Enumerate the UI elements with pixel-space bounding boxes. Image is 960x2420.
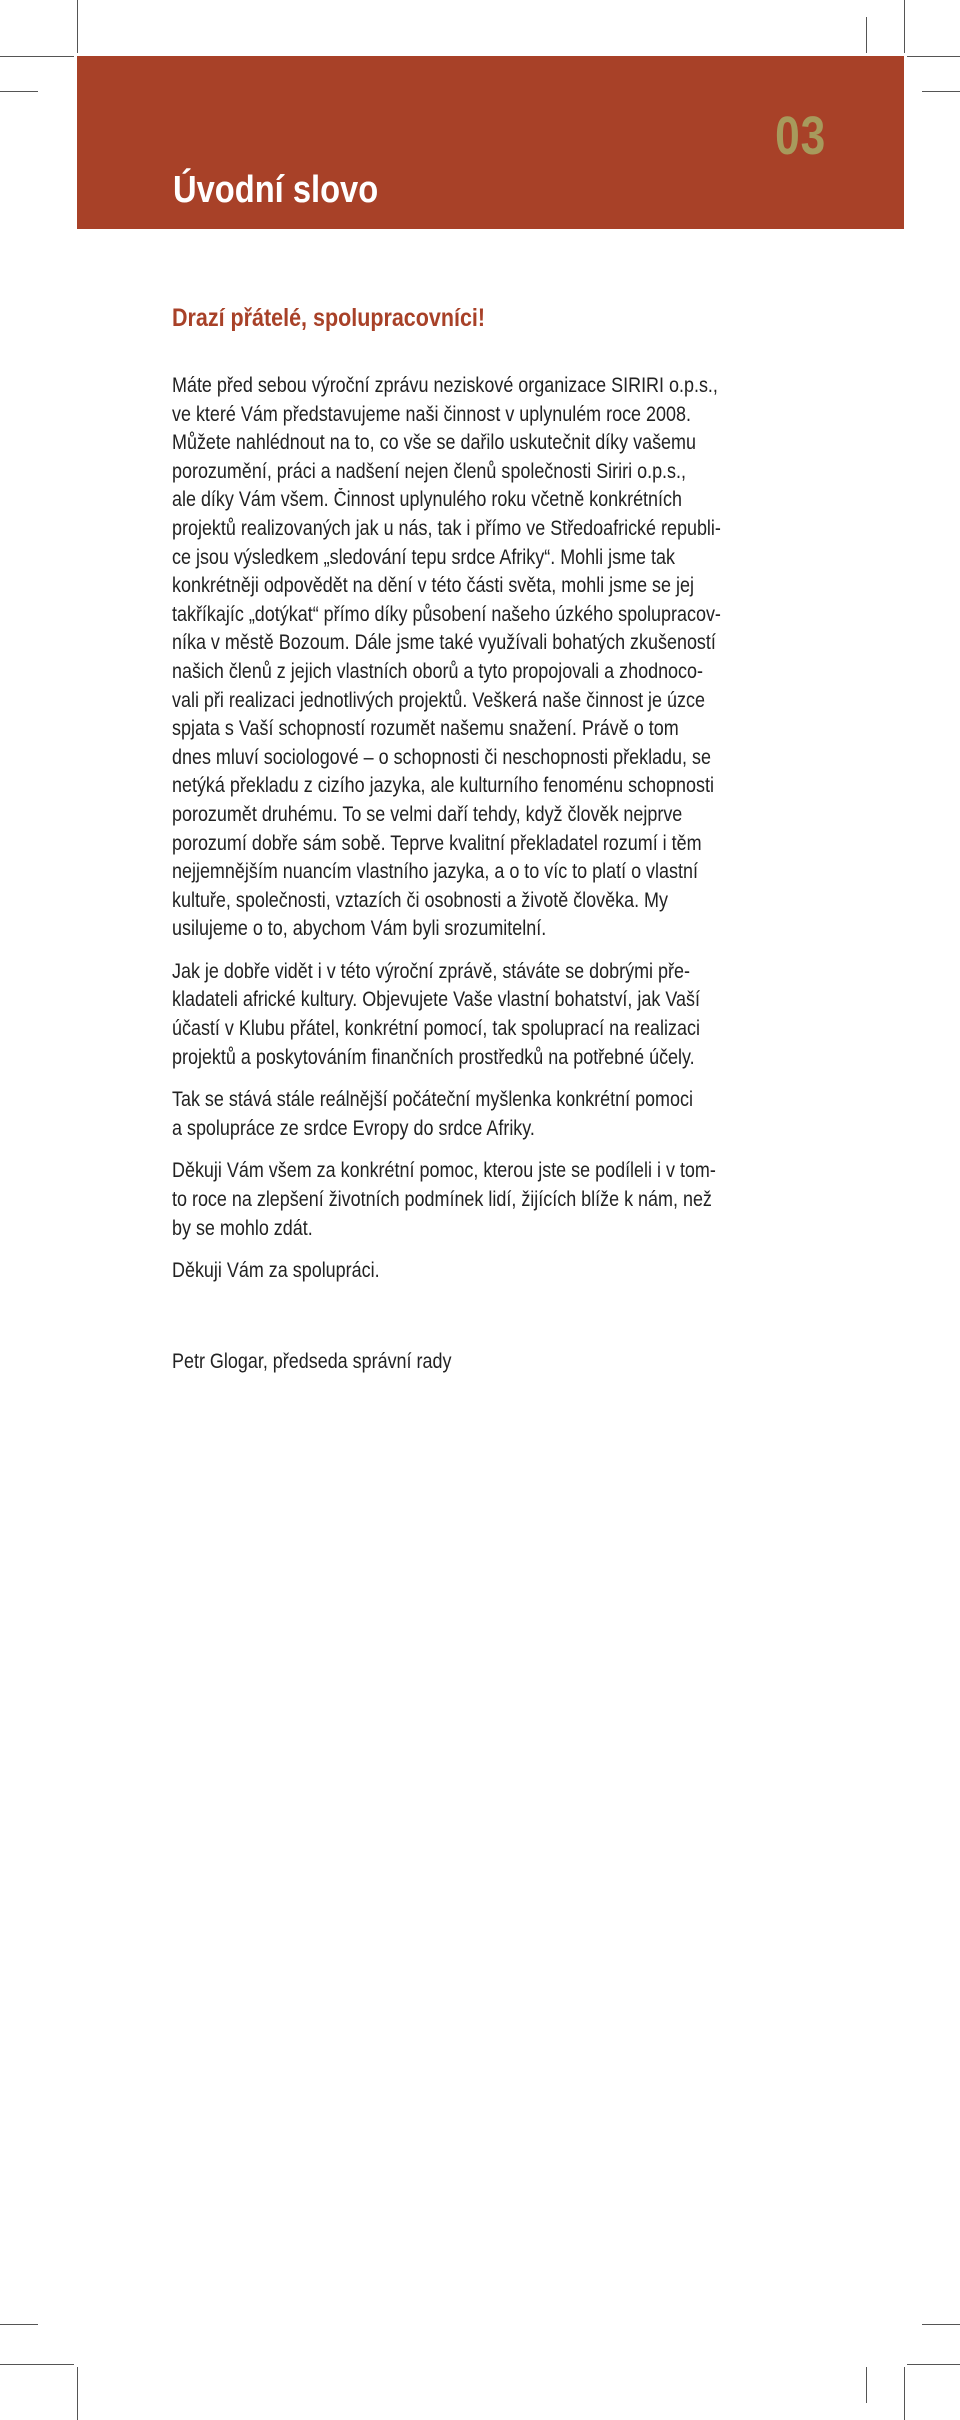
paragraph-line: porozumění, práci a nadšení nejen členů společnosti Siriri o.p.s., <box>172 459 687 483</box>
crop-mark-top-right-vertical-bleed <box>866 17 867 53</box>
crop-mark-bottom-right-vertical <box>904 2367 905 2420</box>
paragraph-line: ale díky Vám všem. Činnost uplynulého roku včetně konkrétních <box>172 488 682 512</box>
paragraph-line: spjata s Vaší schopností rozumět našemu snažení. Právě o tom <box>172 717 679 741</box>
paragraph-line: porozumět druhému. To se velmi daří tehdy, když člověk nejprve <box>172 802 683 826</box>
chapter-header-band <box>77 56 904 229</box>
paragraph-line: vali při realizaci jednotlivých projektů. Veškerá naše činnost je úzce <box>172 688 705 712</box>
crop-mark-top-left-vertical <box>77 0 78 53</box>
paragraph-line: nejjemnějším nuancím vlastního jazyka, a o to víc to platí o vlastní <box>172 860 698 884</box>
paragraph-line: Tak se stává stále reálnější počáteční myšlenka konkrétní pomoci <box>172 1088 693 1112</box>
section-title: Úvodní slovo <box>173 169 379 211</box>
crop-mark-top-left-horizontal <box>0 56 74 57</box>
paragraph-line: níka v městě Bozoum. Dále jsme také využívali bohatých zkušeností <box>172 631 716 655</box>
crop-mark-top-left-horizontal-bleed <box>0 91 38 92</box>
crop-mark-bottom-left-horizontal-bleed <box>0 2324 38 2325</box>
paragraph-line: Děkuji Vám za spolupráci. <box>172 1259 380 1283</box>
letter-paragraphs <box>172 372 792 1286</box>
paragraph-line: dnes mluví sociologové – o schopnosti či neschopnosti překladu, se <box>172 745 711 769</box>
crop-mark-bottom-left-vertical <box>77 2367 78 2420</box>
paragraph-line: netýká překladu z cizího jazyka, ale kulturního fenoménu schopnosti <box>172 774 714 798</box>
paragraph-line: projektů realizovaných jak u nás, tak i přímo ve Středoafrické republi- <box>172 516 721 540</box>
paragraph-line: Děkuji Vám všem za konkrétní pomoc, kterou jste se podíleli i v tom- <box>172 1159 716 1183</box>
paragraph-line: kladateli africké kultury. Objevujete Vaše vlastní bohatství, jak Vaší <box>172 988 700 1012</box>
crop-mark-top-right-vertical <box>904 0 905 53</box>
paragraph-line: kultuře, společnosti, vztazích či osobnosti a životě člověka. My <box>172 888 668 912</box>
letter-paragraph <box>172 958 792 1072</box>
paragraph-line: to roce na zlepšení životních podmínek lidí, žijících blíže k nám, než <box>172 1188 712 1212</box>
crop-mark-top-right-horizontal-bleed <box>922 91 960 92</box>
crop-mark-bottom-left-horizontal <box>0 2364 74 2365</box>
paragraph-line: by se mohlo zdát. <box>172 1216 313 1240</box>
paragraph-line: ce jsou výsledkem „sledování tepu srdce Afriky“. Mohli jsme tak <box>172 545 675 569</box>
letter-signature: Petr Glogar, předseda správní rady <box>172 1349 452 1373</box>
paragraph-line: porozumí dobře sám sobě. Teprve kvalitní překladatel rozumí i těm <box>172 831 702 855</box>
letter-greeting: Drazí přátelé, spolupracovníci! <box>172 304 486 332</box>
letter-body <box>172 300 792 1376</box>
paragraph-line: ve které Vám představujeme naši činnost v uplynulém roce 2008. <box>172 402 691 426</box>
crop-mark-top-right-horizontal <box>907 56 960 57</box>
paragraph-line: Máte před sebou výroční zprávu neziskové organizace SIRIRI o.p.s., <box>172 374 718 397</box>
page-number: 03 <box>775 106 826 166</box>
paragraph-line: a spolupráce ze srdce Evropy do srdce Afriky. <box>172 1116 535 1140</box>
paragraph-line: takříkajíc „dotýkat“ přímo díky působení našeho úzkého spolupracov- <box>172 602 721 626</box>
crop-mark-bottom-right-vertical-bleed <box>866 2367 867 2403</box>
letter-paragraph <box>172 1157 792 1243</box>
letter-paragraph <box>172 372 792 944</box>
crop-mark-bottom-right-horizontal-bleed <box>922 2324 960 2325</box>
paragraph-line: konkrétněji odpovědět na dění v této části světa, mohli jsme se jej <box>172 574 694 598</box>
crop-mark-bottom-right-horizontal <box>907 2364 960 2365</box>
paragraph-line: Můžete nahlédnout na to, co vše se dařilo uskutečnit díky vašemu <box>172 431 696 455</box>
paragraph-line: Jak je dobře vidět i v této výroční zprávě, stáváte se dobrými pře- <box>172 959 690 983</box>
letter-paragraph <box>172 1086 792 1143</box>
paragraph-line: usilujeme o to, abychom Vám byli srozumitelní. <box>172 917 547 941</box>
letter-paragraph <box>172 1257 792 1286</box>
paragraph-line: účastí v Klubu přátel, konkrétní pomocí, tak spoluprací na realizaci <box>172 1017 700 1041</box>
paragraph-line: našich členů z jejich vlastních oborů a tyto propojovali a zhodnoco- <box>172 659 703 683</box>
paragraph-line: projektů a poskytováním finančních prostředků na potřebné účely. <box>172 1045 695 1069</box>
